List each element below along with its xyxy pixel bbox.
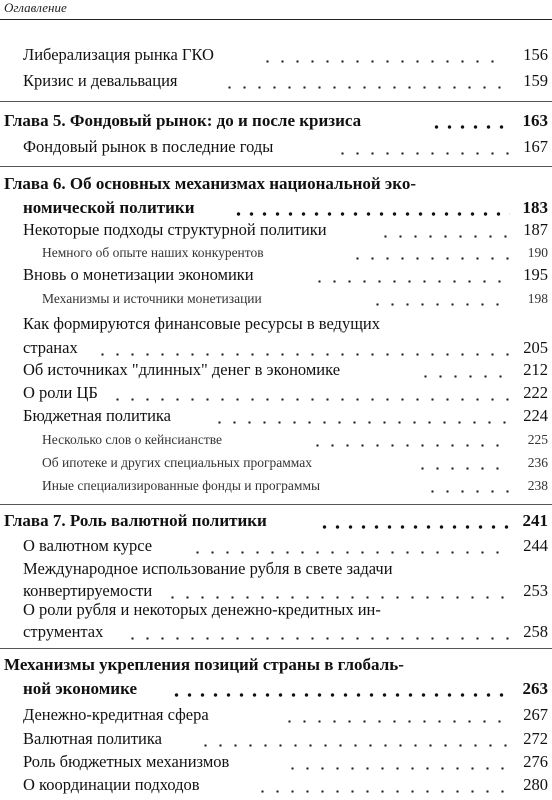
toc-entry[interactable]: [0, 137, 552, 159]
toc-leader-dots: [425, 490, 510, 493]
toc-chapter-title-line1: Механизмы укрепления позиций страны в глобаль-: [4, 655, 404, 674]
toc-leader-dots: [285, 767, 510, 770]
toc-entry-title: Денежно-кредитная сфера: [23, 705, 209, 724]
toc-entry[interactable]: [0, 752, 552, 774]
toc-entry-title-line2: струментах: [23, 622, 104, 641]
toc-page-number: 187: [523, 220, 548, 239]
toc-entry-title: О координации подходов: [23, 775, 200, 794]
toc-entry-title: Некоторые подходы структурной политики: [23, 220, 327, 239]
toc-subentry[interactable]: [0, 291, 552, 311]
toc-page-number: 205: [523, 338, 548, 357]
toc-leader-dots: [165, 596, 510, 599]
toc-chapter-title-line2: ной экономике: [23, 679, 138, 698]
toc-leader-dots: [110, 398, 510, 401]
toc-subentry-title: Иные специализированные фонды и программы: [42, 478, 321, 493]
toc-entry-title: Кризис и девальвация: [23, 71, 178, 90]
toc-page-number: 267: [523, 705, 548, 724]
toc-page-number: 241: [522, 511, 548, 530]
toc-page-number: 258: [523, 622, 548, 641]
toc-page-number: 198: [527, 291, 548, 306]
toc-subentry[interactable]: [0, 478, 552, 498]
toc-entry[interactable]: [0, 220, 552, 242]
toc-page-number: 156: [523, 45, 548, 64]
toc-leader-dots: [418, 375, 510, 378]
toc-leader-dots: [312, 280, 510, 283]
toc-leader-dots: [255, 790, 510, 793]
toc-subentry-title: Об ипотеке и других специальных программах: [42, 455, 312, 470]
toc-entry[interactable]: [0, 600, 552, 646]
toc-leader-dots: [232, 212, 510, 216]
toc-leader-dots: [318, 525, 510, 529]
toc-leader-dots: [430, 125, 510, 129]
toc-subentry[interactable]: [0, 245, 552, 265]
toc-page-number: 238: [527, 478, 548, 493]
toc-page-number: 159: [523, 71, 548, 90]
toc-leader-dots: [350, 257, 510, 260]
toc-entry[interactable]: [0, 775, 552, 797]
toc-entry-title: О роли ЦБ: [23, 383, 98, 402]
toc-page-number: 183: [522, 198, 548, 217]
toc-chapter-entry[interactable]: [0, 655, 552, 705]
toc-entry[interactable]: [0, 406, 552, 428]
section-divider: [0, 648, 552, 649]
toc-entry[interactable]: [0, 705, 552, 727]
toc-page-number: 195: [523, 265, 548, 284]
toc-page-number: 263: [522, 679, 548, 698]
section-divider: [0, 101, 552, 102]
toc-chapter-title-line1: Глава 6. Об основных механизмах национальной эко-: [4, 174, 416, 193]
toc-page-number: 167: [523, 137, 548, 156]
toc-chapter-entry[interactable]: [0, 511, 552, 533]
page-header-title: Оглавление: [4, 0, 67, 15]
toc-entry[interactable]: [0, 360, 552, 382]
toc-chapter-entry[interactable]: [0, 111, 552, 133]
toc-entry-title-line2: странах: [23, 338, 78, 357]
toc-leader-dots: [282, 720, 510, 723]
toc-subentry[interactable]: [0, 432, 552, 452]
toc-page-number: 236: [527, 455, 548, 470]
toc-subentry-title: Несколько слов о кейнсианстве: [42, 432, 223, 447]
toc-entry-title: Об источниках "длинных" денег в экономике: [23, 360, 341, 379]
toc-entry[interactable]: [0, 45, 552, 67]
toc-leader-dots: [198, 744, 510, 747]
toc-entry-title: Фондовый рынок в последние годы: [23, 137, 274, 156]
toc-entry-title-line1: Как формируются финансовые ресурсы в ведущих: [23, 314, 380, 333]
toc-entry-title: Вновь о монетизации экономики: [23, 265, 254, 284]
toc-leader-dots: [170, 693, 510, 697]
toc-page-number: 272: [523, 729, 548, 748]
toc-entry-title: Роль бюджетных механизмов: [23, 752, 230, 771]
toc-leader-dots: [310, 444, 510, 447]
toc-leader-dots: [125, 637, 510, 640]
toc-leader-dots: [212, 421, 510, 424]
toc-entry-title: Бюджетная политика: [23, 406, 172, 425]
toc-entry[interactable]: [0, 314, 552, 360]
toc-chapter-title: Глава 5. Фондовый рынок: до и после кризиса: [4, 111, 362, 130]
toc-page-number: 225: [527, 432, 548, 447]
toc-subentry-title: Немного об опыте наших конкурентов: [42, 245, 264, 260]
toc-entry-title-line2: конвертируемости: [23, 581, 153, 600]
toc-page-number: 222: [523, 383, 548, 402]
toc-entry[interactable]: [0, 729, 552, 751]
toc-leader-dots: [190, 551, 510, 554]
toc-leader-dots: [95, 353, 510, 356]
toc-leader-dots: [415, 467, 510, 470]
toc-page-number: 244: [523, 536, 548, 555]
toc-page-number: 280: [523, 775, 548, 794]
toc-leader-dots: [260, 60, 505, 63]
toc-subentry[interactable]: [0, 455, 552, 475]
toc-chapter-title: Глава 7. Роль валютной политики: [4, 511, 267, 530]
toc-entry-title: Валютная политика: [23, 729, 162, 748]
toc-leader-dots: [222, 86, 505, 89]
toc-leader-dots: [335, 152, 510, 155]
toc-page-number: 212: [523, 360, 548, 379]
toc-page-number: 253: [523, 581, 548, 600]
toc-page-number: 163: [522, 111, 548, 130]
section-divider: [0, 504, 552, 505]
toc-entry-title: О валютном курсе: [23, 536, 153, 555]
toc-entry-title-line1: О роли рубля и некоторых денежно-кредитных ин-: [23, 600, 381, 619]
toc-subentry-title: Механизмы и источники монетизации: [42, 291, 262, 306]
toc-chapter-entry[interactable]: [0, 174, 552, 224]
toc-entry[interactable]: [0, 536, 552, 558]
toc-page-number: 276: [523, 752, 548, 771]
toc-chapter-title-line2: номической политики: [23, 198, 195, 217]
toc-entry[interactable]: [0, 265, 552, 287]
toc-entry-title-line1: Международное использование рубля в свете задачи: [23, 559, 393, 578]
toc-page-number: 224: [523, 406, 548, 425]
toc-leader-dots: [370, 303, 510, 306]
section-divider: [0, 166, 552, 167]
toc-entry[interactable]: [0, 559, 552, 605]
toc-entry[interactable]: [0, 383, 552, 405]
toc-page-number: 190: [527, 245, 548, 260]
toc-entry[interactable]: [0, 71, 552, 93]
toc-leader-dots: [378, 235, 510, 238]
toc-entry-title: Либерализация рынка ГКО: [23, 45, 214, 64]
